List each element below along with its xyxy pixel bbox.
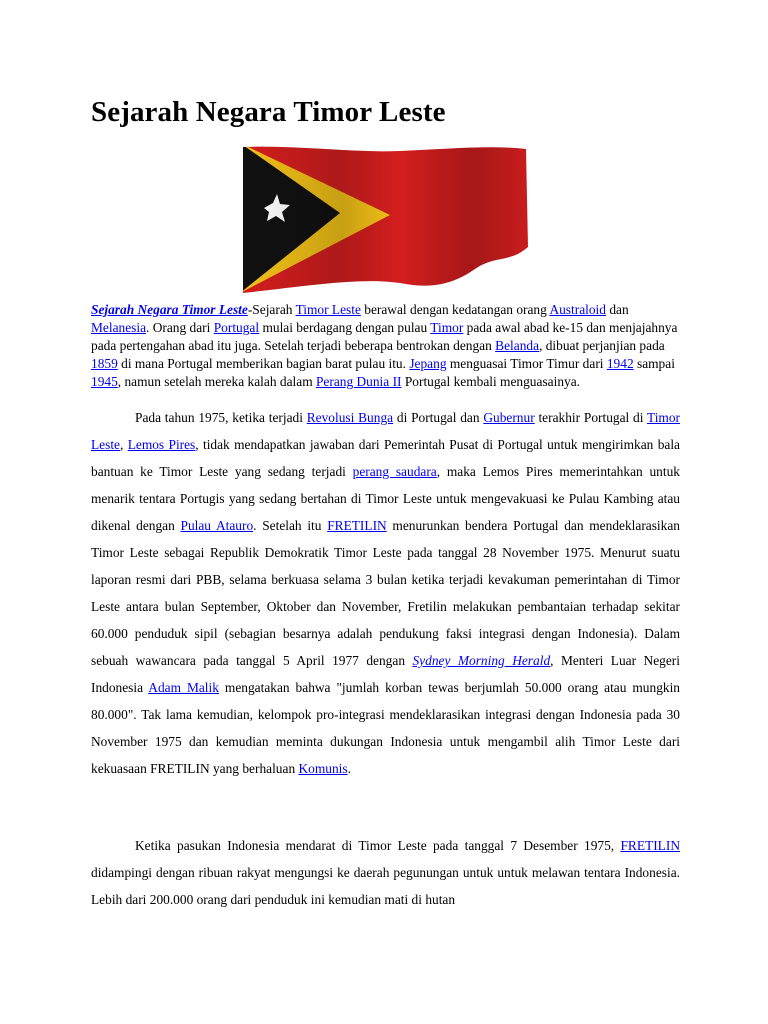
link-timor-leste[interactable]: Timor Leste [91,410,680,452]
link-melanesia[interactable]: Melanesia [91,320,147,335]
text: mengatakan bahwa "jumlah korban tewas berjumlah 50.000 orang atau mungkin 80.000". Tak lama kemudian, kelompok pro-integrasi mendeklarasikan integrasi dengan Indonesia pada 30 November 1975 dan kemudian meminta dukungan Indonesia untuk mengambil alih Timor Leste dari kekuasaan FRETILIN yang berhaluan [91,680,680,776]
link-belanda[interactable]: Belanda [495,338,540,353]
text: , tidak mendapatkan jawaban dari Pemerintah Pusat di Portugal untuk mengirimkan bala bantuan ke Timor Leste yang sedang terjadi [91,437,681,479]
link-jepang[interactable]: Jepang [409,356,447,371]
text: sampai [633,356,675,371]
text: dan [605,302,629,317]
link-perang-dunia-ii[interactable]: Perang Dunia II [315,374,402,389]
link-1942[interactable]: 1942 [606,356,634,371]
link-pulau-atauro[interactable]: Pulau Atauro [180,518,254,533]
page-title: Sejarah Negara Timor Leste [91,96,446,128]
intro-paragraph [91,301,681,391]
link-lemos-pires[interactable]: Lemos Pires [127,437,196,452]
link-revolusi-bunga[interactable]: Revolusi Bunga [306,410,394,425]
text: Ketika pasukan Indonesia mendarat di Timor Leste pada tanggal 7 Desember 1975, [135,838,621,853]
text: . Setelah itu [253,518,328,533]
text: menguasai Timor Timur dari [446,356,607,371]
text: di mana Portugal memberikan bagian barat pulau itu. [117,356,410,371]
text: , Menteri Luar Negeri Indonesia [91,653,680,695]
text: , [120,437,128,452]
link-adam-malik[interactable]: Adam Malik [148,680,219,695]
link-timor-leste[interactable]: Timor Leste [295,302,361,317]
link-australoid[interactable]: Australoid [549,302,606,317]
link-perang-saudara[interactable]: perang saudara [352,464,437,479]
link-sydney-morning-herald[interactable]: Sydney Morning Herald [412,653,551,668]
link-fretilin[interactable]: FRETILIN [620,838,680,853]
text: Pada tahun 1975, ketika terjadi [135,410,307,425]
link-1945[interactable]: 1945 [91,374,118,389]
text: . Orang dari [146,320,214,335]
text: berawal dengan kedatangan orang [360,302,550,317]
link-timor[interactable]: Timor [430,320,464,335]
link-portugal[interactable]: Portugal [213,320,260,335]
text: pada awal abad ke-15 dan menjajahnya pada pertengahan abad itu juga. Setelah terjadi beberapa bentrokan dengan [91,320,678,353]
link-komunis[interactable]: Komunis [298,761,348,776]
link-1859[interactable]: 1859 [91,356,118,371]
text: Portugal kembali menguasainya. [401,374,580,389]
text: , namun setelah mereka kalah dalam [117,374,316,389]
text: didampingi dengan ribuan rakyat mengungsi ke daerah pegunungan untuk untuk melawan tentara Indonesia. Lebih dari 200.000 orang dari penduduk ini kemudian mati di hutan [91,865,680,907]
text: terakhir Portugal di [534,410,647,425]
text: mulai berdagang dengan pulau [259,320,431,335]
link-sejarah-negara-timor-leste[interactable]: Sejarah Negara Timor Leste [91,302,248,317]
body-paragraph-1 [91,404,680,782]
link-fretilin[interactable]: FRETILIN [327,518,387,533]
text: , dibuat perjanjian pada [539,338,665,353]
body-paragraph-2 [91,832,680,913]
text: di Portugal dan [393,410,484,425]
link-gubernur[interactable]: Gubernur [483,410,535,425]
text: , maka Lemos Pires memerintahkan untuk menarik tentara Portugis yang sedang bertahan di Timor Leste untuk mengevakuasi ke Pulau Kambing atau dikenal dengan [91,464,680,533]
text: -Sejarah [247,302,296,317]
timor-leste-flag-image [240,143,530,295]
text: menurunkan bendera Portugal dan mendeklarasikan Timor Leste sebagai Republik Demokratik Timor Leste pada tanggal 28 November 1975. Menurut suatu laporan resmi dari PBB, selama berkuasa selama 3 bulan ketika terjadi kevakuman pemerintahan di Timor Leste antara bulan September, Oktober dan November, Fretilin melakukan pembantaian terhadap sekitar 60.000 penduduk sipil (sebagian besarnya adalah pendukung faksi integrasi dengan Indonesia). Dalam sebuah wawancara pada tanggal 5 April 1977 dengan [91,518,680,668]
text: . [347,761,351,776]
